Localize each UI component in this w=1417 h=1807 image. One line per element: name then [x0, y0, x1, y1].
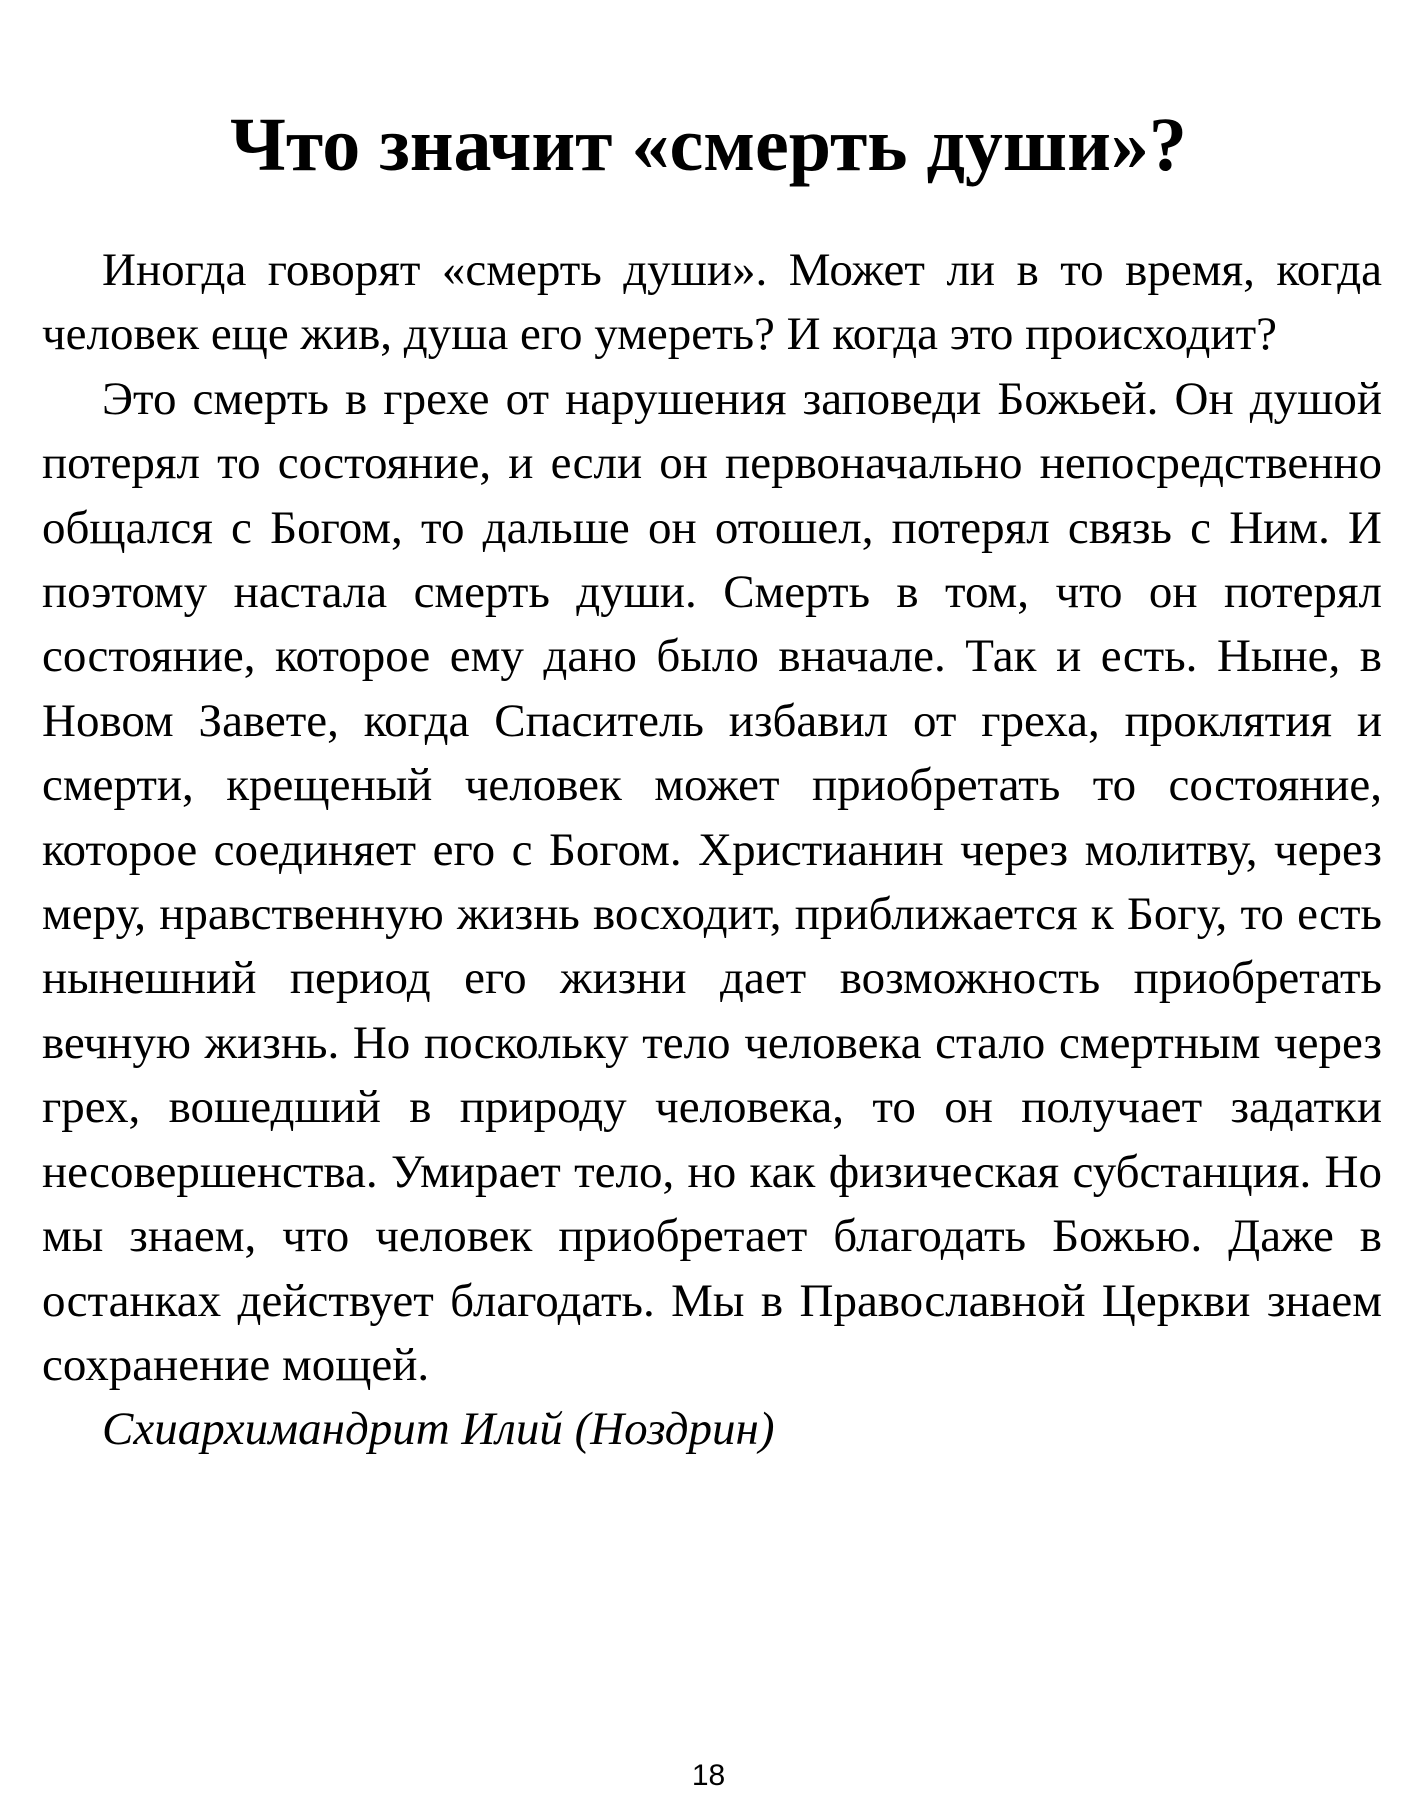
paragraph-question: Иногда говорят «смерть души». Может ли в то время, когда человек еще жив, душа его умереть? И когда это происходит? — [42, 244, 1382, 361]
author-signature: Схиархимандрит Илий (Ноздрин) — [102, 1403, 775, 1456]
paragraph-answer: Это смерть в грехе от нарушения заповеди Божьей. Он душой потерял то состояние, и если он первоначально непосредственно общался с Богом, то дальше он отошел, потерял связь с Ним. И поэтому настала смерть души. Смерть в том, что он потерял состояние, которое ему дано было вначале. Так и есть. Ныне, в Новом Завете, когда Спаситель избавил от греха, проклятия и смерти, крещеный человек может приобретать то состояние, которое соединяет его с Богом. Христианин через молитву, через меру, нравственную жизнь восходит, приближается к Богу, то есть нынешний период его жизни дает возможность приобретать вечную жизнь. Но поскольку тело человека стало смертным через грех, вошедший в природу человека, то он получает задатки несовершенства. Умирает тело, но как физическая субстанция. Но мы знаем, что человек приобретает благодать Божью. Даже в останках действует благодать. Мы в Православной Церкви знаем сохранение мощей. — [42, 372, 1382, 1391]
article-body — [42, 238, 1382, 1462]
page-title: Что значит «смерть души»? — [230, 103, 1187, 187]
page-number: 18 — [691, 1759, 726, 1792]
